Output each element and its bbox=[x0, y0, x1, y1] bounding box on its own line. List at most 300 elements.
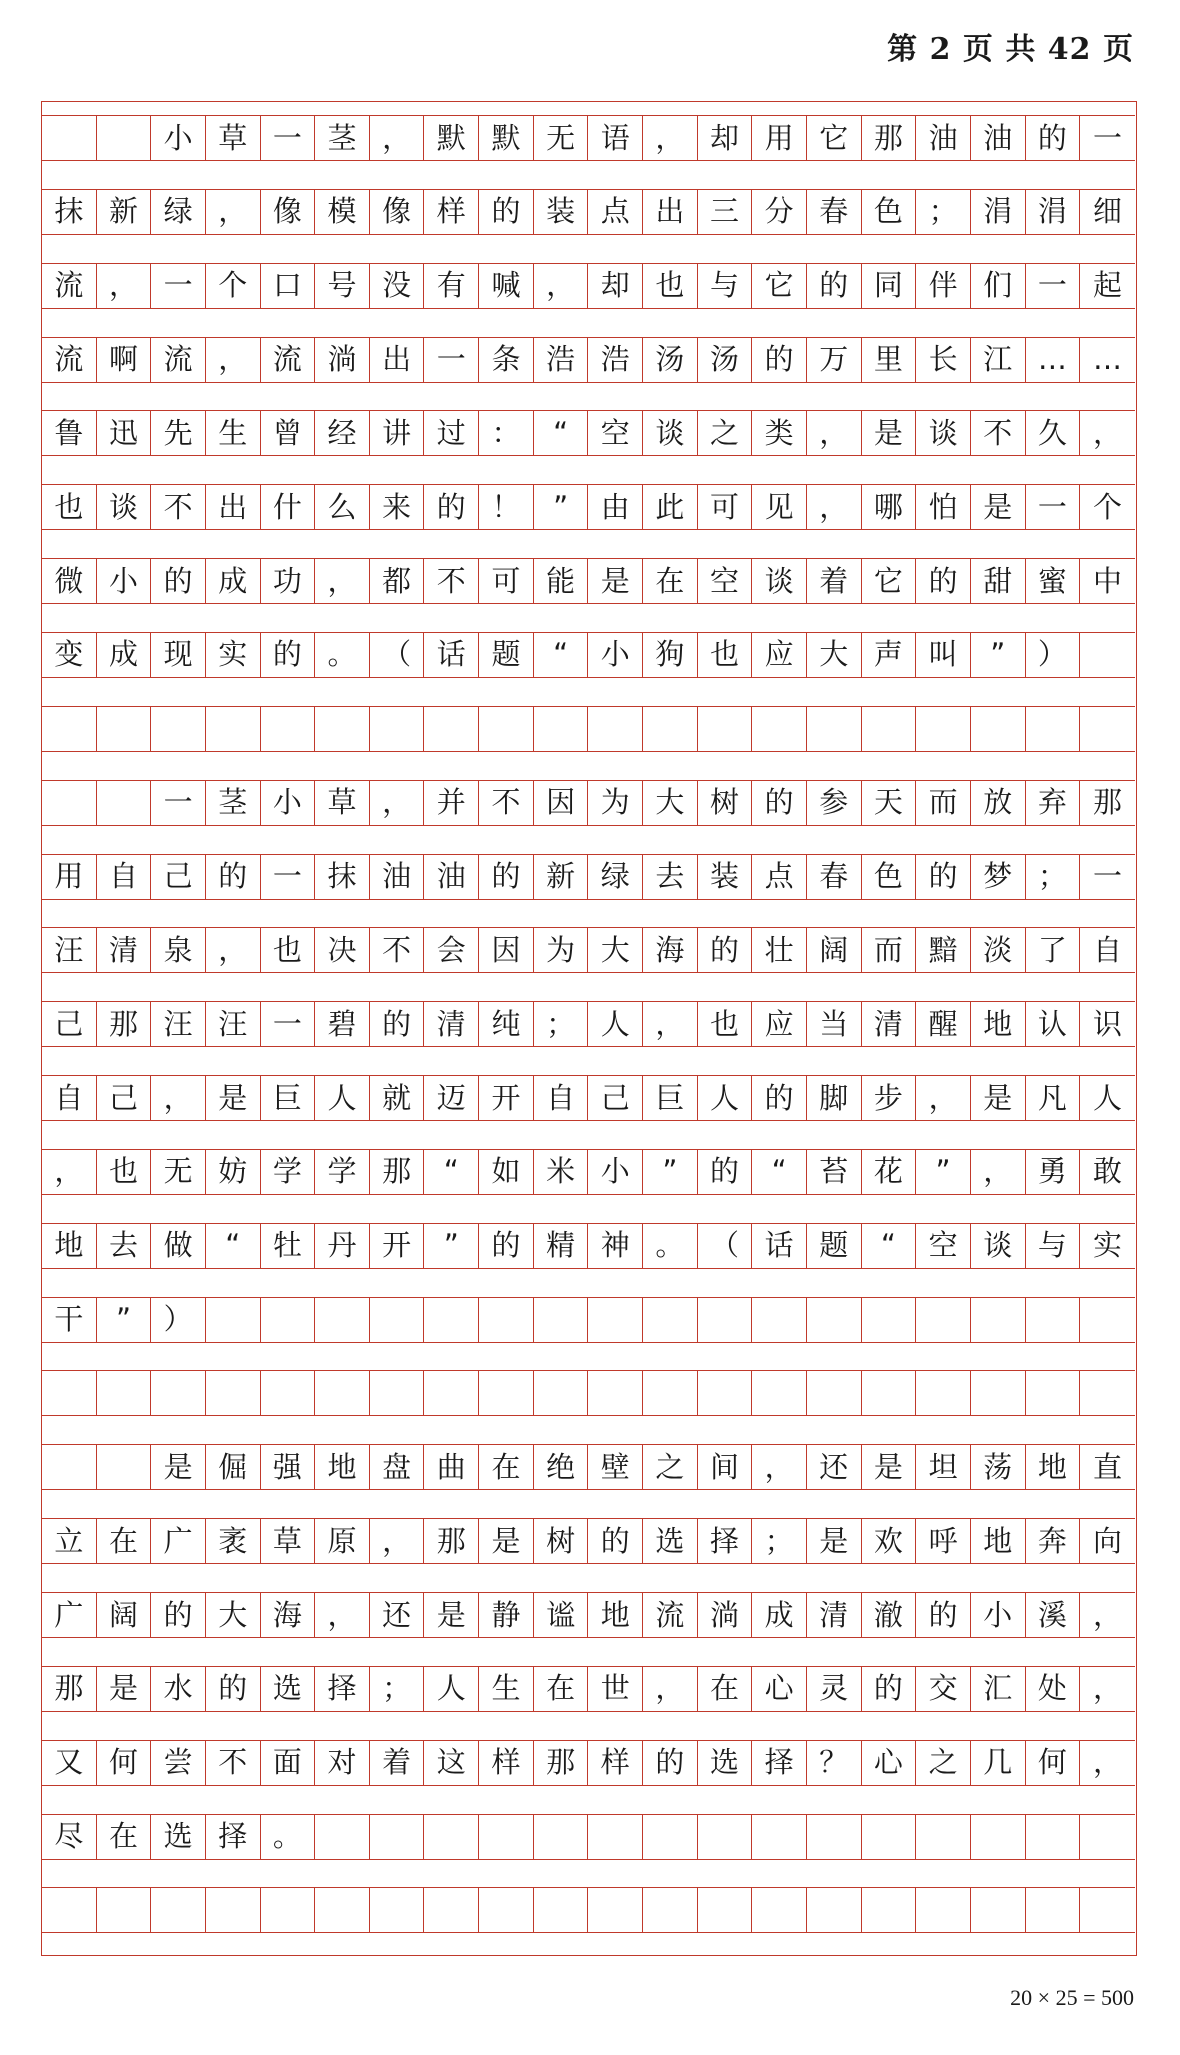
grid-cell: 清 bbox=[862, 1001, 917, 1047]
grid-cell bbox=[261, 706, 316, 752]
grid-cell: ， bbox=[1080, 1592, 1135, 1638]
grid-cell: 细 bbox=[1080, 189, 1135, 235]
grid-cell: 而 bbox=[916, 780, 971, 826]
grid-cell: 是 bbox=[479, 1518, 534, 1564]
grid-cell bbox=[916, 1370, 971, 1416]
grid-cell bbox=[752, 1370, 807, 1416]
grid-cell: 交 bbox=[916, 1666, 971, 1712]
grid-cell: 小 bbox=[588, 632, 643, 678]
grid-cell: 汇 bbox=[971, 1666, 1026, 1712]
grid-cell bbox=[370, 1887, 425, 1933]
grid-cell: 样 bbox=[424, 189, 479, 235]
grid-cell: ， bbox=[1080, 1666, 1135, 1712]
grid-cell: 成 bbox=[752, 1592, 807, 1638]
grid-cell: 袤 bbox=[206, 1518, 261, 1564]
grid-cell bbox=[424, 1887, 479, 1933]
grid-cell: 默 bbox=[479, 115, 534, 161]
page-number: 第 2 页 共 42 页 bbox=[887, 32, 1134, 67]
grid-cell: 它 bbox=[862, 558, 917, 604]
grid-cell: 也 bbox=[97, 1149, 152, 1195]
grid-cell: 参 bbox=[807, 780, 862, 826]
grid-cell: （ bbox=[370, 632, 425, 678]
grid-cell: 又 bbox=[42, 1740, 97, 1786]
grid-cell: 个 bbox=[1080, 484, 1135, 530]
grid-cell: “ bbox=[862, 1223, 917, 1269]
grid-cell: 奔 bbox=[1026, 1518, 1081, 1564]
grid-cell: 汪 bbox=[206, 1001, 261, 1047]
grid-cell: 几 bbox=[971, 1740, 1026, 1786]
grid-cell: 择 bbox=[206, 1814, 261, 1860]
grid-cell: 用 bbox=[42, 854, 97, 900]
grid-cell bbox=[807, 1814, 862, 1860]
grid-cell: 汪 bbox=[151, 1001, 206, 1047]
grid-cell: 花 bbox=[862, 1149, 917, 1195]
grid-cell: 像 bbox=[370, 189, 425, 235]
grid-cell: 学 bbox=[261, 1149, 316, 1195]
grid-cell: 广 bbox=[151, 1518, 206, 1564]
grid-cell: 小 bbox=[971, 1592, 1026, 1638]
grid-cell: 一 bbox=[424, 337, 479, 383]
grid-cell: 一 bbox=[151, 263, 206, 309]
grid-cell: 决 bbox=[315, 927, 370, 973]
grid-cell: 择 bbox=[752, 1740, 807, 1786]
grid-cell: 黯 bbox=[916, 927, 971, 973]
grid-cell: 大 bbox=[643, 780, 698, 826]
grid-cell: 什 bbox=[261, 484, 316, 530]
grid-cell bbox=[1026, 1370, 1081, 1416]
grid-row bbox=[42, 1075, 1135, 1121]
grid-cell: 浩 bbox=[534, 337, 589, 383]
grid-cell bbox=[42, 1370, 97, 1416]
grid-cell: 是 bbox=[97, 1666, 152, 1712]
grid-cell: 的 bbox=[479, 189, 534, 235]
grid-cell: 神 bbox=[588, 1223, 643, 1269]
grid-cell: 自 bbox=[1080, 927, 1135, 973]
grid-cell bbox=[534, 706, 589, 752]
grid-cell: 淌 bbox=[698, 1592, 753, 1638]
grid-cell: 一 bbox=[151, 780, 206, 826]
grid-cell: 个 bbox=[206, 263, 261, 309]
grid-cell: 成 bbox=[206, 558, 261, 604]
grid-cell: 话 bbox=[424, 632, 479, 678]
grid-cell: ， bbox=[807, 484, 862, 530]
grid-cell: 起 bbox=[1080, 263, 1135, 309]
grid-row bbox=[42, 115, 1135, 161]
grid-cell bbox=[479, 1887, 534, 1933]
grid-cell: 谈 bbox=[971, 1223, 1026, 1269]
grid-cell bbox=[206, 1887, 261, 1933]
grid-cell bbox=[97, 1370, 152, 1416]
grid-cell: 谧 bbox=[534, 1592, 589, 1638]
grid-cell: ； bbox=[370, 1666, 425, 1712]
grid-cell: 此 bbox=[643, 484, 698, 530]
grid-cell: 过 bbox=[424, 410, 479, 456]
grid-cell bbox=[97, 1444, 152, 1490]
grid-cell: ， bbox=[643, 1666, 698, 1712]
grid-cell: 伴 bbox=[916, 263, 971, 309]
grid-cell bbox=[752, 706, 807, 752]
grid-cell bbox=[1080, 1370, 1135, 1416]
grid-cell: 油 bbox=[370, 854, 425, 900]
grid-cell: 大 bbox=[206, 1592, 261, 1638]
grid-cell: ， bbox=[206, 927, 261, 973]
grid-cell: 抹 bbox=[42, 189, 97, 235]
grid-cell: 分 bbox=[752, 189, 807, 235]
grid-cell bbox=[97, 780, 152, 826]
grid-cell: ， bbox=[916, 1075, 971, 1121]
grid-cell: 流 bbox=[261, 337, 316, 383]
grid-cell bbox=[42, 706, 97, 752]
grid-cell: 小 bbox=[151, 115, 206, 161]
grid-cell: 己 bbox=[42, 1001, 97, 1047]
grid-cell: 对 bbox=[315, 1740, 370, 1786]
grid-cell bbox=[370, 1370, 425, 1416]
grid-cell: 心 bbox=[752, 1666, 807, 1712]
grid-cell: 同 bbox=[862, 263, 917, 309]
grid-cell: 流 bbox=[151, 337, 206, 383]
grid-cell: 学 bbox=[315, 1149, 370, 1195]
grid-cell bbox=[97, 706, 152, 752]
grid-cell: 生 bbox=[479, 1666, 534, 1712]
grid-cell bbox=[643, 1814, 698, 1860]
grid-cell: 的 bbox=[479, 1223, 534, 1269]
grid-cell: 无 bbox=[534, 115, 589, 161]
grid-cell: 的 bbox=[916, 854, 971, 900]
grid-cell: ， bbox=[807, 410, 862, 456]
grid-cell: 强 bbox=[261, 1444, 316, 1490]
grid-cell: 壮 bbox=[752, 927, 807, 973]
grid-cell: ， bbox=[1080, 1740, 1135, 1786]
grid-cell: 天 bbox=[862, 780, 917, 826]
grid-cell: 却 bbox=[588, 263, 643, 309]
grid-cell: 大 bbox=[588, 927, 643, 973]
grid-cell: ） bbox=[1026, 632, 1081, 678]
grid-cell bbox=[534, 1887, 589, 1933]
grid-cell bbox=[479, 1814, 534, 1860]
grid-cell bbox=[588, 1370, 643, 1416]
grid-cell: 自 bbox=[534, 1075, 589, 1121]
grid-row bbox=[42, 1297, 1135, 1343]
grid-cell bbox=[807, 706, 862, 752]
grid-cell: 谈 bbox=[97, 484, 152, 530]
grid-cell: 草 bbox=[315, 780, 370, 826]
grid-cell: 用 bbox=[752, 115, 807, 161]
grid-cell: 去 bbox=[643, 854, 698, 900]
grid-cell bbox=[971, 1370, 1026, 1416]
grid-cell: 甜 bbox=[971, 558, 1026, 604]
grid-cell: 干 bbox=[42, 1297, 97, 1343]
grid-cell: 出 bbox=[370, 337, 425, 383]
grid-cell: 阔 bbox=[97, 1592, 152, 1638]
grid-cell bbox=[752, 1814, 807, 1860]
grid-cell bbox=[643, 1887, 698, 1933]
grid-cell: 不 bbox=[151, 484, 206, 530]
grid-cell: 迈 bbox=[424, 1075, 479, 1121]
grid-cell: 实 bbox=[1080, 1223, 1135, 1269]
grid-cell: 弃 bbox=[1026, 780, 1081, 826]
grid-cell bbox=[261, 1370, 316, 1416]
grid-cell: 淌 bbox=[315, 337, 370, 383]
grid-cell bbox=[916, 706, 971, 752]
grid-cell: 碧 bbox=[315, 1001, 370, 1047]
grid-cell: 喊 bbox=[479, 263, 534, 309]
grid-cell: 的 bbox=[370, 1001, 425, 1047]
grid-cell: 流 bbox=[643, 1592, 698, 1638]
grid-cell bbox=[534, 1297, 589, 1343]
grid-cell: 模 bbox=[315, 189, 370, 235]
grid-cell: 清 bbox=[807, 1592, 862, 1638]
grid-cell: ： bbox=[479, 410, 534, 456]
grid-cell: 梦 bbox=[971, 854, 1026, 900]
grid-cell bbox=[315, 1814, 370, 1860]
grid-cell: “ bbox=[206, 1223, 261, 1269]
grid-cell: 狗 bbox=[643, 632, 698, 678]
grid-cell: 江 bbox=[971, 337, 1026, 383]
grid-cell: 树 bbox=[534, 1518, 589, 1564]
grid-cell: ， bbox=[151, 1075, 206, 1121]
grid-cell: 实 bbox=[206, 632, 261, 678]
grid-cell: 万 bbox=[807, 337, 862, 383]
grid-cell: 不 bbox=[479, 780, 534, 826]
grid-cell bbox=[370, 706, 425, 752]
grid-cell: 现 bbox=[151, 632, 206, 678]
grid-cell: 尽 bbox=[42, 1814, 97, 1860]
grid-cell: 点 bbox=[752, 854, 807, 900]
grid-cell bbox=[97, 1887, 152, 1933]
grid-cell: 纯 bbox=[479, 1001, 534, 1047]
grid-cell: 谈 bbox=[916, 410, 971, 456]
grid-cell: ， bbox=[206, 189, 261, 235]
grid-cell: 条 bbox=[479, 337, 534, 383]
grid-cell: 广 bbox=[42, 1592, 97, 1638]
grid-row bbox=[42, 1444, 1135, 1490]
grid-cell bbox=[971, 1887, 1026, 1933]
grid-cell bbox=[261, 1297, 316, 1343]
grid-cell: 是 bbox=[862, 410, 917, 456]
grid-cell: 能 bbox=[534, 558, 589, 604]
grid-cell: 先 bbox=[151, 410, 206, 456]
grid-cell: ” bbox=[424, 1223, 479, 1269]
grid-cell: 变 bbox=[42, 632, 97, 678]
grid-cell: 世 bbox=[588, 1666, 643, 1712]
grid-cell: 不 bbox=[206, 1740, 261, 1786]
grid-cell bbox=[261, 1887, 316, 1933]
grid-cell: 一 bbox=[1080, 854, 1135, 900]
grid-cell bbox=[588, 706, 643, 752]
grid-cell: 。 bbox=[315, 632, 370, 678]
grid-cell: 有 bbox=[424, 263, 479, 309]
grid-cell: 样 bbox=[479, 1740, 534, 1786]
grid-cell: 草 bbox=[261, 1518, 316, 1564]
grid-cell: 巨 bbox=[261, 1075, 316, 1121]
grid-row bbox=[42, 337, 1135, 383]
grid-cell: 当 bbox=[807, 1001, 862, 1047]
grid-cell: 心 bbox=[862, 1740, 917, 1786]
grid-cell: 选 bbox=[643, 1518, 698, 1564]
grid-row bbox=[42, 706, 1135, 752]
grid-cell bbox=[1080, 1814, 1135, 1860]
grid-cell: 为 bbox=[534, 927, 589, 973]
grid-cell bbox=[971, 706, 1026, 752]
grid-cell: 功 bbox=[261, 558, 316, 604]
grid-cell: 静 bbox=[479, 1592, 534, 1638]
grid-cell: ， bbox=[971, 1149, 1026, 1195]
grid-cell bbox=[151, 706, 206, 752]
grid-cell: 是 bbox=[151, 1444, 206, 1490]
grid-cell: 人 bbox=[424, 1666, 479, 1712]
grid-cell: 样 bbox=[588, 1740, 643, 1786]
grid-cell: 谈 bbox=[752, 558, 807, 604]
grid-cell: 因 bbox=[479, 927, 534, 973]
grid-cell: “ bbox=[752, 1149, 807, 1195]
grid-cell: 应 bbox=[752, 632, 807, 678]
grid-row bbox=[42, 854, 1135, 900]
grid-cell: 人 bbox=[315, 1075, 370, 1121]
grid-row bbox=[42, 1666, 1135, 1712]
grid-cell bbox=[206, 706, 261, 752]
grid-cell: 之 bbox=[698, 410, 753, 456]
grid-cell: 点 bbox=[588, 189, 643, 235]
grid-cell: 在 bbox=[534, 1666, 589, 1712]
grid-cell: 自 bbox=[97, 854, 152, 900]
grid-cell bbox=[971, 1814, 1026, 1860]
grid-cell: 浩 bbox=[588, 337, 643, 383]
grid-cell: ” bbox=[643, 1149, 698, 1195]
grid-cell: ， bbox=[643, 1001, 698, 1047]
grid-cell: ” bbox=[971, 632, 1026, 678]
grid-cell bbox=[588, 1887, 643, 1933]
grid-cell: ， bbox=[370, 115, 425, 161]
grid-cell: 茎 bbox=[206, 780, 261, 826]
grid-cell: 脚 bbox=[807, 1075, 862, 1121]
grid-cell: 可 bbox=[698, 484, 753, 530]
grid-cell: 类 bbox=[752, 410, 807, 456]
grid-cell: 来 bbox=[370, 484, 425, 530]
grid-cell: 澈 bbox=[862, 1592, 917, 1638]
grid-cell: 鲁 bbox=[42, 410, 97, 456]
grid-cell: 水 bbox=[151, 1666, 206, 1712]
grid-cell: 那 bbox=[42, 1666, 97, 1712]
grid-cell: ， bbox=[370, 1518, 425, 1564]
grid-cell: 怕 bbox=[916, 484, 971, 530]
grid-row bbox=[42, 1518, 1135, 1564]
grid-cell: 地 bbox=[1026, 1444, 1081, 1490]
grid-cell: 为 bbox=[588, 780, 643, 826]
grid-cell bbox=[698, 1297, 753, 1343]
grid-cell: 开 bbox=[370, 1223, 425, 1269]
grid-cell bbox=[643, 706, 698, 752]
grid-cell bbox=[1026, 1887, 1081, 1933]
grid-cell: 步 bbox=[862, 1075, 917, 1121]
grid-row bbox=[42, 927, 1135, 973]
grid-cell: 丹 bbox=[315, 1223, 370, 1269]
grid-cell: 的 bbox=[698, 927, 753, 973]
grid-cell: 择 bbox=[315, 1666, 370, 1712]
grid-cell: 欢 bbox=[862, 1518, 917, 1564]
grid-cell: 涓 bbox=[1026, 189, 1081, 235]
grid-cell: 都 bbox=[370, 558, 425, 604]
grid-cell bbox=[916, 1887, 971, 1933]
grid-cell: ， bbox=[206, 337, 261, 383]
grid-cell: 泉 bbox=[151, 927, 206, 973]
grid-cell: 流 bbox=[42, 337, 97, 383]
grid-cell bbox=[807, 1887, 862, 1933]
grid-cell: 色 bbox=[862, 189, 917, 235]
grid-cell: 米 bbox=[534, 1149, 589, 1195]
grid-cell: 生 bbox=[206, 410, 261, 456]
grid-cell: 己 bbox=[151, 854, 206, 900]
grid-cell: 何 bbox=[1026, 1740, 1081, 1786]
grid-cell: 还 bbox=[807, 1444, 862, 1490]
grid-cell: 一 bbox=[1026, 263, 1081, 309]
grid-cell: 不 bbox=[424, 558, 479, 604]
grid-cell: 在 bbox=[643, 558, 698, 604]
grid-cell: 一 bbox=[261, 854, 316, 900]
grid-row bbox=[42, 1149, 1135, 1195]
grid-cell: 的 bbox=[1026, 115, 1081, 161]
grid-cell: 妨 bbox=[206, 1149, 261, 1195]
grid-cell: 油 bbox=[916, 115, 971, 161]
grid-cell bbox=[315, 1297, 370, 1343]
grid-cell bbox=[698, 1887, 753, 1933]
grid-cell: 做 bbox=[151, 1223, 206, 1269]
grid-cell bbox=[1026, 1297, 1081, 1343]
grid-row bbox=[42, 410, 1135, 456]
grid-cell: 去 bbox=[97, 1223, 152, 1269]
grid-cell: 空 bbox=[916, 1223, 971, 1269]
grid-cell: 那 bbox=[534, 1740, 589, 1786]
grid-cell: 清 bbox=[424, 1001, 479, 1047]
grid-cell: 的 bbox=[206, 854, 261, 900]
grid-cell: 人 bbox=[698, 1075, 753, 1121]
grid-cell bbox=[643, 1370, 698, 1416]
grid-cell: 啊 bbox=[97, 337, 152, 383]
grid-cell: 识 bbox=[1080, 1001, 1135, 1047]
grid-cell bbox=[151, 1887, 206, 1933]
grid-cell: 尝 bbox=[151, 1740, 206, 1786]
grid-cell: 了 bbox=[1026, 927, 1081, 973]
grid-cell: 那 bbox=[1080, 780, 1135, 826]
grid-cell: 开 bbox=[479, 1075, 534, 1121]
grid-cell: 蜜 bbox=[1026, 558, 1081, 604]
grid-cell: 迅 bbox=[97, 410, 152, 456]
grid-cell: 无 bbox=[151, 1149, 206, 1195]
grid-cell: 的 bbox=[643, 1740, 698, 1786]
grid-cell: 讲 bbox=[370, 410, 425, 456]
grid-cell bbox=[698, 706, 753, 752]
grid-cell: ， bbox=[1080, 410, 1135, 456]
grid-cell: 的 bbox=[206, 1666, 261, 1712]
grid-cell: 在 bbox=[97, 1518, 152, 1564]
grid-cell: 荡 bbox=[971, 1444, 1026, 1490]
grid-cell: 的 bbox=[916, 558, 971, 604]
grid-cell bbox=[752, 1297, 807, 1343]
grid-cell: 的 bbox=[698, 1149, 753, 1195]
grid-cell: 们 bbox=[971, 263, 1026, 309]
grid-cell: 在 bbox=[479, 1444, 534, 1490]
grid-cell: 涓 bbox=[971, 189, 1026, 235]
grid-cell: 是 bbox=[971, 484, 1026, 530]
grid-row bbox=[42, 484, 1135, 530]
grid-cell: 大 bbox=[807, 632, 862, 678]
grid-cell: 号 bbox=[315, 263, 370, 309]
grid-cell: 出 bbox=[643, 189, 698, 235]
grid-cell bbox=[643, 1297, 698, 1343]
grid-cell: … bbox=[1080, 337, 1135, 383]
grid-cell: 还 bbox=[370, 1592, 425, 1638]
grid-cell: 草 bbox=[206, 115, 261, 161]
grid-cell: 绝 bbox=[534, 1444, 589, 1490]
